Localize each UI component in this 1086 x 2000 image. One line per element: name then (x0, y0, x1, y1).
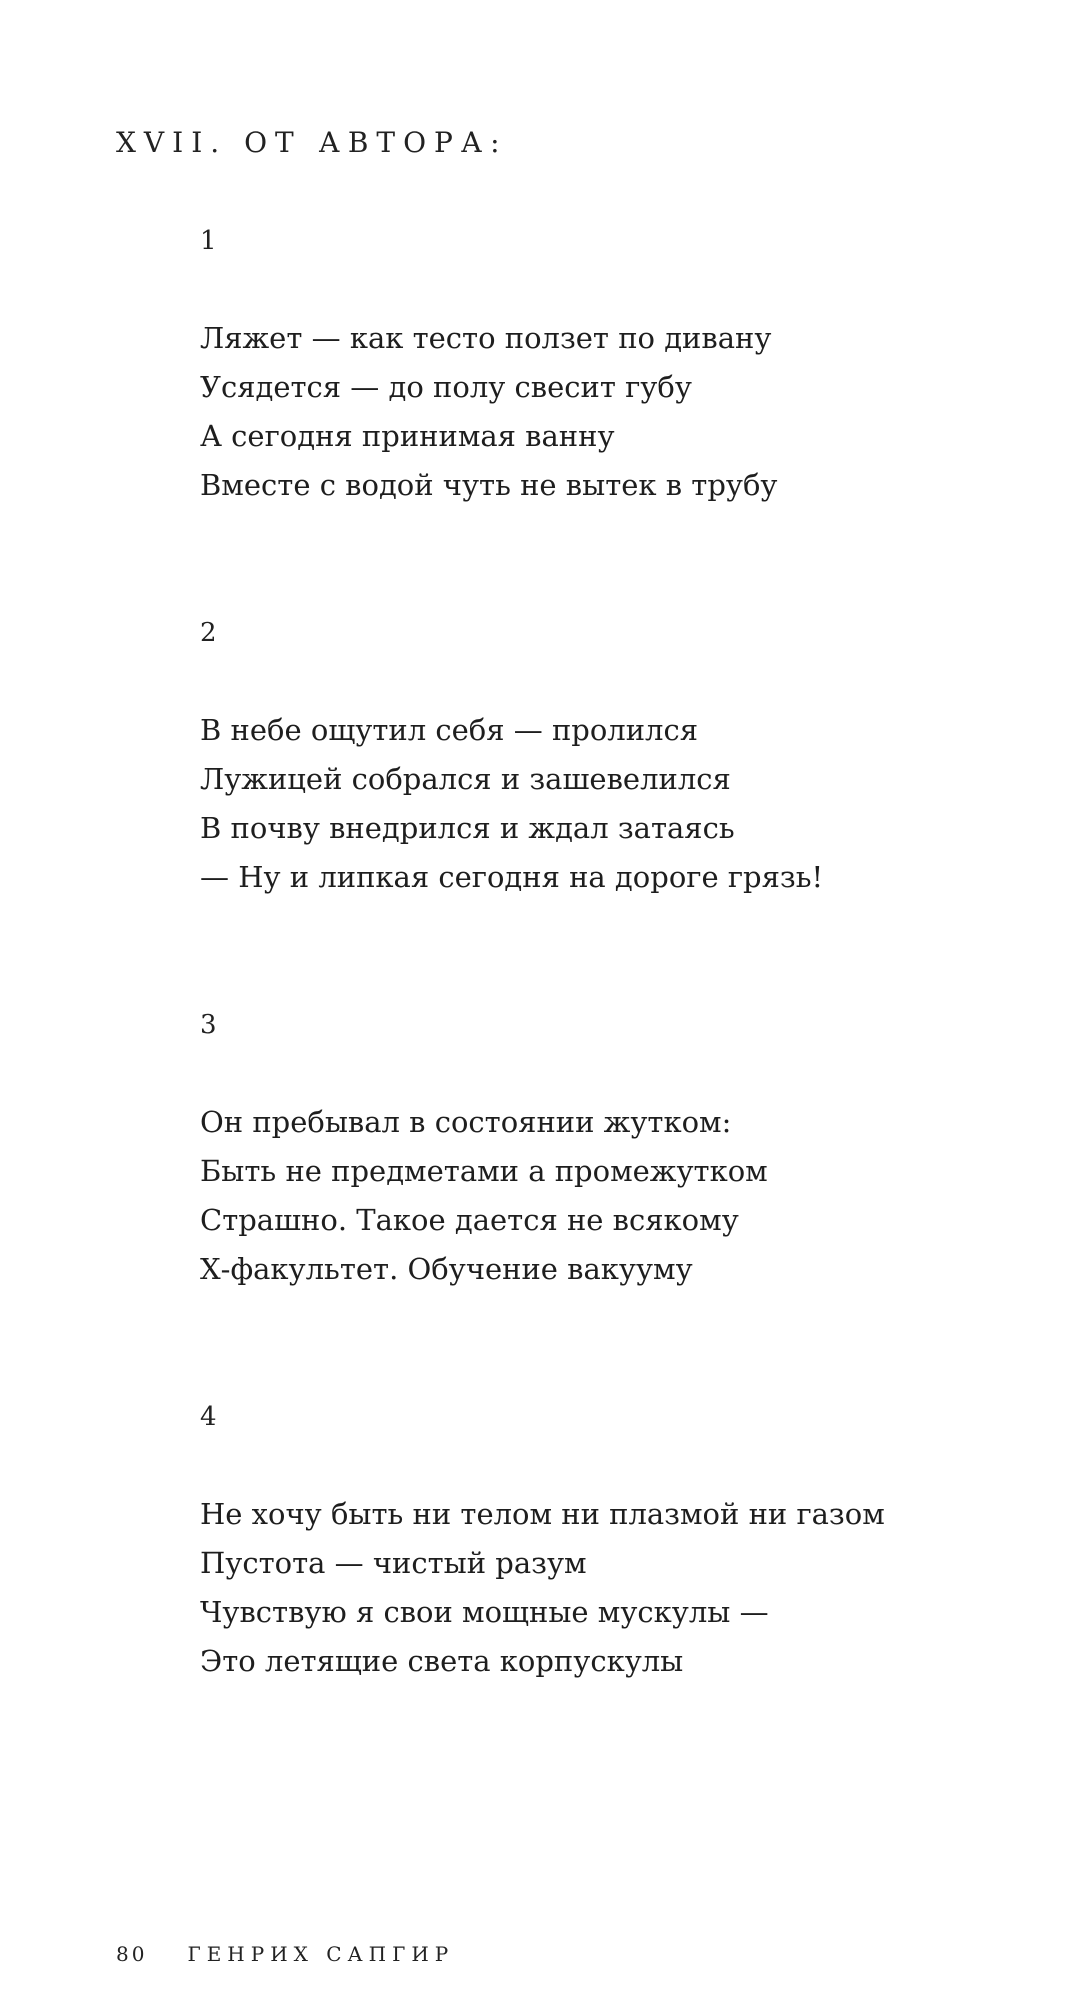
page-number: 80 (116, 1942, 148, 1966)
stanza-number-1: 1 (200, 226, 217, 256)
stanza-number-4: 4 (200, 1402, 217, 1432)
running-footer-author: ГЕНРИХ САПГИР (187, 1942, 455, 1966)
stanza-line: Пустота — чистый разум (200, 1546, 587, 1580)
stanza-2 (200, 706, 823, 902)
stanza-line: Чувствую я свои мощные мускулы — (200, 1595, 769, 1629)
stanza-line: Вместе с водой чуть не вытек в трубу (200, 468, 778, 502)
stanza-3 (200, 1098, 768, 1294)
stanza-number-3: 3 (200, 1010, 217, 1040)
stanza-line: Х-факультет. Обучение вакууму (200, 1252, 693, 1286)
section-title: XVII. ОТ АВТОРА: (116, 126, 508, 159)
stanza-line: Не хочу быть ни телом ни плазмой ни газом (200, 1497, 885, 1531)
stanza-line: В почву внедрился и ждал затаясь (200, 811, 735, 845)
stanza-1 (200, 314, 778, 510)
stanza-line: Это летящие света корпускулы (200, 1644, 684, 1678)
stanza-line: А сегодня принимая ванну (200, 419, 615, 453)
page-footer (116, 1942, 454, 1966)
stanza-4 (200, 1490, 885, 1686)
stanza-line: Лужицей собрался и зашевелился (200, 762, 731, 796)
stanza-line: Ляжет — как тесто ползет по дивану (200, 321, 772, 355)
stanza-number-2: 2 (200, 618, 217, 648)
stanza-line: Страшно. Такое дается не всякому (200, 1203, 739, 1237)
stanza-line: Усядется — до полу свесит губу (200, 370, 692, 404)
stanza-line: В небе ощутил себя — пролился (200, 713, 699, 747)
stanza-line: — Ну и липкая сегодня на дороге грязь! (200, 860, 824, 894)
stanza-line: Быть не предметами а промежутком (200, 1154, 768, 1188)
stanza-line: Он пребывал в состоянии жутком: (200, 1105, 732, 1139)
